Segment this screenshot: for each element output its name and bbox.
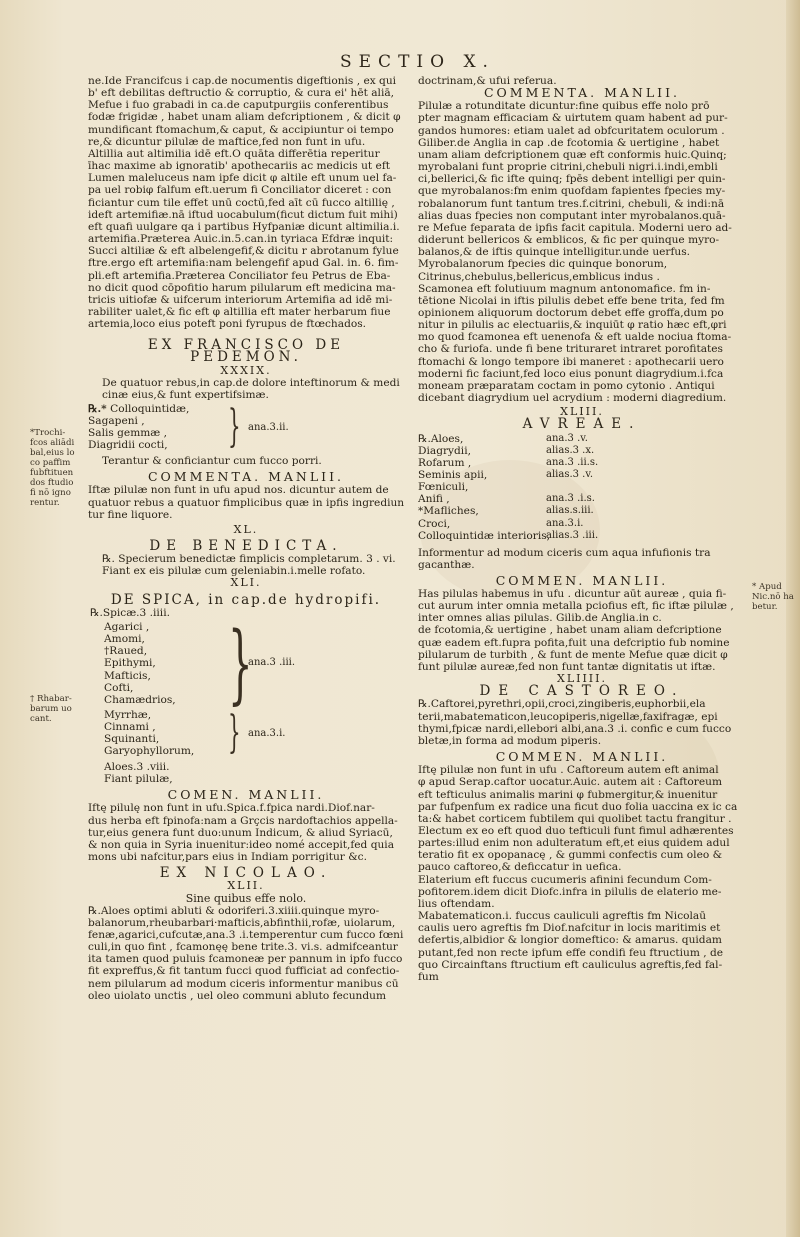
commentary-44 bbox=[418, 764, 746, 983]
text-line: no dicit quod cōpofitio harum pilularum eft medicina ma- bbox=[88, 281, 396, 294]
text-line: tricis uitiofæ & uifcerum interiorum Artemifia ad idē mi- bbox=[88, 293, 393, 306]
heading-44: DE CASTOREO. bbox=[479, 683, 685, 700]
right-column bbox=[418, 75, 746, 983]
text-line: ftre.ergo eft artemifia:nam belengefif apud Gal. in. 6. fim- bbox=[88, 257, 399, 270]
dose: ana.3 .ii.s. bbox=[546, 456, 599, 468]
numeral-42: XLII. bbox=[227, 879, 265, 893]
ingredient: Rofarum , bbox=[418, 456, 472, 469]
ingredient: Epithymi, bbox=[104, 657, 156, 670]
text-line: Lumen maleluceus nam ipfe dicit φ altile eft unum uel fa- bbox=[88, 172, 397, 185]
text-line: diderunt bellericos & emblicos, & fic per quinque myro- bbox=[418, 234, 720, 247]
text-line: opinionem aliquorum doctorum debet effe groffa,dum po bbox=[418, 306, 724, 319]
text-line: fodæ frigidæ , habet unam aliam defcriptionem , & dicit φ bbox=[88, 111, 401, 124]
intro-39 bbox=[88, 377, 404, 401]
text-line: ideft artemifiæ.nā iftud uocabulum(ficut dictum fuit mihi) bbox=[88, 208, 398, 221]
text-40 bbox=[88, 553, 404, 577]
text-line: par fufpenfum ex radice una ficut duo folia uaccina ex ic ca bbox=[418, 800, 738, 813]
text-line: pauco caftoreo,& deficcatur in uefica. bbox=[418, 861, 622, 874]
dose-41b: ana.3.i. bbox=[248, 727, 286, 739]
ingredient: Cinnami , bbox=[104, 721, 156, 734]
margin-note-rhabarbarum bbox=[30, 694, 86, 724]
text-line: que myrobalanos:fm enim quofdam fapientes fpecies my- bbox=[418, 185, 726, 198]
text-line: b' eft debilitas deftructio & corruptio, & cura ei' hēt aliā, bbox=[88, 87, 395, 100]
dose: alias.3 .x. bbox=[546, 444, 595, 456]
heading-41: DE SPICA, in cap.de hydropifi. bbox=[110, 591, 382, 608]
text-line: Electum ex eo eft quod duo tefticuli funt fimul adhærentes bbox=[418, 824, 734, 837]
commentary-39 bbox=[88, 484, 404, 520]
text-line: Succi altiliæ & eft albelengefif,& dicitu r abrotanum fylue bbox=[88, 245, 399, 258]
text-line: Elaterium eft fuccus cucumeris afinini fecundum Com- bbox=[418, 873, 712, 886]
text-line: Mefue i fuo grabadi in ca.de caputpurgiis conferentibus bbox=[88, 99, 389, 112]
text-line: re Mefue feparata de ipfis facit capitula. Moderni uero ad- bbox=[418, 221, 732, 234]
commentary-heading-42: COMMENTA. MANLII. bbox=[483, 85, 680, 101]
margin-note-line: Nic.nō ha bbox=[752, 592, 794, 602]
text-line: φ apud Serap.caftor uocatur.Auic. autem ait : Caftoreum bbox=[418, 776, 722, 789]
text-line: inter omnes alias pilulas. Gilib.de Anglia.in c. bbox=[418, 612, 662, 625]
text-line: tur,eius genera funt duo:unum Indicum, & aliud Syriacū, bbox=[88, 826, 393, 839]
text-line: pa uel robiφ falfum eft.uerum fi Conciliator diceret : con bbox=[88, 184, 392, 197]
recipe-39-item: Salis gemmæ , bbox=[88, 427, 167, 440]
text-line: eft quafi uulgare qa i partibus Hyfpaniæ dicunt altimilia.i. bbox=[88, 220, 400, 233]
commentary-43 bbox=[418, 588, 746, 673]
commentary-heading-39: COMMENTA. MANLII. bbox=[147, 469, 344, 485]
text-line: ftomachi & longo tempore ibi maneret : apothecarii uero bbox=[418, 355, 724, 368]
text-line: ℞.Aloes optimi abluti & odoriferi.3.xiiii.quinque myro- bbox=[88, 904, 380, 917]
text-line: ℞.Caftorei,pyrethri,opii,croci,zingiberis,euphorbii,ela bbox=[418, 698, 706, 711]
text-line: cut aurum inter omnia metalla pciofius eft, fic iftæ pilulæ , bbox=[418, 600, 734, 613]
text-line: balanos,& de iftis quinque intelligitur.unde uerfus. bbox=[418, 246, 691, 259]
margin-note-line: cant. bbox=[30, 714, 52, 724]
ingredient: ℞.Aloes, bbox=[418, 432, 464, 445]
text-line: thymi,fpicæ nardi,ellebori albi,ana.3 .i. confic e cum fucco bbox=[418, 722, 732, 735]
text-line: mundificant ftomachum,& caput, & accipiuntur oi tempo bbox=[88, 123, 394, 136]
brace: } bbox=[228, 706, 241, 758]
text-line: balanorum,rheubarbari·mafticis,abfinthii,rofæ, uiolarum, bbox=[88, 916, 396, 929]
text-line: gacanthæ. bbox=[418, 558, 475, 571]
dose-41a: ana.3 .iii. bbox=[248, 656, 296, 668]
ingredient: Aloes.3 .viii. bbox=[104, 760, 170, 773]
margin-note-line: dos ftudio bbox=[30, 478, 74, 488]
ingredient: Fœniculi, bbox=[418, 481, 469, 494]
text-line: pofitorem.idem dicit Diofc.infra in pilulis de elaterio me- bbox=[418, 885, 722, 898]
dose: ana.3 .i.s. bbox=[546, 493, 595, 505]
margin-note-line: *Trochi- bbox=[30, 428, 66, 438]
margin-note-line: co paffim bbox=[30, 458, 71, 468]
ingredient: Croci, bbox=[418, 517, 451, 530]
text-line: artemifia.Præterea Auic.in.5.can.in tyriaca Efdræ inquit: bbox=[88, 233, 394, 246]
numeral-41: XLI. bbox=[230, 576, 262, 590]
recipe-39 bbox=[88, 403, 404, 453]
margin-note-apud-nic bbox=[752, 582, 798, 612]
ingredient: Mafticis, bbox=[104, 669, 151, 682]
instruction-43 bbox=[418, 547, 746, 571]
margin-note-line: fubftituen bbox=[30, 468, 74, 478]
text-line: defertis,albidior & longior domeftico: & amarus. quidam bbox=[418, 934, 722, 947]
recipe-41-end bbox=[88, 761, 404, 785]
heading-43: AVREAE. bbox=[522, 416, 642, 433]
text-line: cinæ eius,& funt expertifsimæ. bbox=[102, 388, 269, 401]
text-line: artemia,loco eius poteft poni fyrupus de ftœchados. bbox=[88, 318, 367, 331]
dose: ana.3.i. bbox=[546, 517, 584, 529]
text-line: tētione Nicolai in iftis pilulis debet effe bene trita, fed fm bbox=[418, 294, 725, 307]
commentary-heading-41: COMEN. MANLII. bbox=[167, 787, 325, 803]
text-line: Altillia aut altimilia idē eft.O quāta differētia reperitur bbox=[88, 147, 380, 160]
dose: alias.3 .v. bbox=[546, 468, 593, 480]
margin-note-line: barum uo bbox=[30, 704, 72, 714]
ingredient: Myrrhæ, bbox=[104, 708, 152, 721]
text-line: īhac maxime ab ignoratib' apothecariis ac medicis ut eft bbox=[88, 160, 390, 173]
heading-nicolao: EX NICOLAO. bbox=[159, 865, 333, 882]
text-line: lius oftendam. bbox=[418, 897, 495, 910]
text-42 bbox=[88, 905, 404, 1002]
recipe-43-doses bbox=[546, 433, 598, 542]
recipe-43 bbox=[418, 433, 746, 545]
ingredient: Seminis apii, bbox=[418, 469, 488, 481]
margin-note-line: betur. bbox=[752, 602, 778, 612]
text-line: Myrobalanorum fpecies dic quinque bonorum, bbox=[418, 258, 668, 271]
text-line: eft tefticulus animalis marini φ fubmergitur,& inuenitur bbox=[418, 788, 718, 801]
recipe-39-rx: ℞.* Colloquintidæ, bbox=[88, 403, 190, 416]
margin-note-line: fi nō igno bbox=[30, 488, 71, 498]
running-head: SECTIO X. bbox=[340, 52, 495, 72]
text-line: funt pilulæ aureæ,fed non funt tantæ dignitatis ut iftæ. bbox=[418, 660, 716, 673]
dose: alias.s.iii. bbox=[546, 505, 594, 517]
text-line: dicebant diagrydium uel acrydium : moderni diagredium. bbox=[418, 392, 727, 405]
numeral-39: XXXIX. bbox=[220, 363, 272, 377]
ingredient: Squinanti, bbox=[104, 733, 160, 746]
text-line: putant,fed non recte ipfum effe condifi feu ftructium , de bbox=[418, 946, 724, 959]
text-line: gandos humores: etiam ualet ad obfcuritatem oculorum . bbox=[418, 124, 725, 137]
text-44 bbox=[418, 698, 746, 747]
ingredient: Anifi , bbox=[418, 493, 450, 506]
text-line: pli.eft artemifia.Præterea Conciliator feu Petrus de Eba- bbox=[88, 269, 391, 282]
text-line: myrobalani funt proprie citrini,chebuli nigri.i.indi,embli bbox=[418, 161, 718, 174]
ingredient: Fiant pilulæ, bbox=[104, 773, 173, 786]
text-line: dus herba eft fpinofa:nam a Grçcis nardoftachios appella- bbox=[88, 814, 398, 827]
ingredient: *Mafliches, bbox=[418, 505, 479, 518]
text-line: pilularum de turbith , & funt de mente Mefue quæ dicit φ bbox=[418, 648, 728, 661]
text-line: nitur in pilulis ac electuariis,& inquiūt φ ratio hæc eft,φri bbox=[418, 319, 727, 332]
text-line: re,& dicuntur pilulæ de maftice,fed non funt in ufu. bbox=[88, 135, 366, 148]
margin-note-line: bal,eius lo bbox=[30, 448, 75, 458]
text-line: ℞. Specierum benedictæ fimplicis completarum. 3 . vi. bbox=[102, 553, 396, 566]
dose: ana.3 .v. bbox=[546, 432, 588, 444]
text-line: caulis uero agreftis fm Diof.nafcitur in locis maritimis et bbox=[418, 922, 721, 935]
text-line: rabiliter ualet,& fic eft φ altillia eft mater herbarum fiue bbox=[88, 305, 391, 318]
margin-note-line: † Rhabar- bbox=[30, 694, 72, 704]
subtitle-42: Sine quibus effe nolo. bbox=[185, 891, 307, 905]
commentary-heading-44: COMMEN. MANLII. bbox=[495, 749, 669, 765]
text-line: terii,mabatematicon,leucopiperis,nigellæ,faxifragæ, epi bbox=[418, 710, 718, 723]
dose-39: ana.3.ii. bbox=[248, 422, 289, 434]
margin-note-line: * Apud bbox=[752, 582, 782, 592]
ingredient: Garyophyllorum, bbox=[104, 745, 195, 758]
commentary-heading-43: COMMEN. MANLII. bbox=[495, 572, 669, 588]
text-line: De quatuor rebus,in cap.de dolore inteftinorum & medi bbox=[102, 376, 400, 389]
margin-note-trochiscos bbox=[30, 428, 86, 508]
text-line: moderni fic faciunt,fed loco eius ponunt diagrydium.i.fca bbox=[418, 367, 724, 380]
text-line: Iftę pilulę non funt in ufu.Spica.f.fpica nardi.Diof.nar- bbox=[88, 802, 375, 815]
text-line: quæ eadem eft.fupra pofita,fuit una defcriptio fub nomine bbox=[418, 636, 730, 649]
text-line: ita tamen quod puluis fcamoneæ per pannum in ipfo fucco bbox=[88, 953, 403, 966]
text-line: bletæ,in forma ad modum piperis. bbox=[418, 734, 602, 747]
recipe-41b bbox=[88, 706, 404, 759]
text-line: ta:& habet corticem fubtilem qui quolibet tactu frangitur . bbox=[418, 812, 732, 825]
numeral-43: XLIII. bbox=[560, 405, 604, 419]
instruction-39: Terantur & conficiantur cum fucco porri. bbox=[102, 455, 322, 468]
commentary-41 bbox=[88, 802, 404, 863]
text-line: Scamonea eft folutiuum magnum antonomafice. fm in- bbox=[418, 282, 711, 295]
text-line: de fcotomia,& uertigine , habet unam aliam defcriptione bbox=[418, 624, 722, 637]
recipe-41a bbox=[88, 613, 404, 714]
text-line: Citrinus,chebulus,bellericus,emblicus indus . bbox=[418, 270, 660, 283]
left-column bbox=[88, 75, 404, 1002]
text-line: mo quod fcamonea eft uenenofa & eft ualde nociua ftoma- bbox=[418, 331, 732, 344]
text-line: fit expreffus,& fit tantum fucci quod fufficiat ad confectio- bbox=[88, 965, 400, 978]
ingredient: Agarici , bbox=[104, 620, 150, 633]
ingredient: Chamædrios, bbox=[104, 693, 176, 706]
brace: } bbox=[228, 613, 253, 714]
text-line: alias duas fpecies non computant inter myrobalanos.quā- bbox=[418, 209, 726, 222]
heading-40: DE BENEDICTA. bbox=[149, 538, 343, 554]
text-line: nem pilularum ad modum ciceris informentur manibus cū bbox=[88, 977, 399, 990]
text-line: Giliber.de Anglia in cap .de fcotomia & uertigine , habet bbox=[418, 136, 720, 149]
recipe-39-item: Sagapeni , bbox=[88, 415, 145, 428]
dose: alias.3 .iii. bbox=[546, 529, 599, 541]
margin-note-line: fcos aliādi bbox=[30, 438, 75, 448]
text-line: tur fine liquore. bbox=[88, 508, 173, 521]
text-line: Fiant ex eis pilulæ cum geleniabin.i.melle rofato. bbox=[102, 565, 366, 578]
numeral-40: XL. bbox=[233, 522, 259, 536]
ingredient: Amomi, bbox=[104, 633, 145, 646]
text-line: cho & furiofa. unde fi bene trituraret intraret porofitates bbox=[418, 343, 723, 356]
heading-pedemon: EX FRANCISCO DE PEDEMON. bbox=[147, 337, 345, 366]
text-line: ne.Ide Francifcus i cap.de nocumentis digeftionis , ex qui bbox=[88, 75, 397, 87]
text-line: ci,bellerici,& fic ifte quinq; fpēs debent intelligi per quin- bbox=[418, 173, 726, 186]
left-text-block bbox=[88, 75, 404, 330]
numeral-44: XLIIII. bbox=[556, 672, 607, 686]
margin-note-line: rentur. bbox=[30, 498, 60, 508]
text-line: fenæ,agarici,cufcutæ,ana.3 .i.temperentur cum fucco fœni bbox=[88, 928, 404, 941]
text-line: pter magnam efficaciam & uirtutem quam habent ad pur- bbox=[418, 112, 728, 125]
recipe-39-item: Diagridii cocti, bbox=[88, 439, 168, 452]
text-line: quatuor rebus a quatuor fimplicibus quæ in ipfis ingrediun bbox=[88, 496, 404, 509]
right-text-block bbox=[418, 100, 746, 404]
text-line: Iftę pilulæ non funt in ufu . Caftoreum autem eft animal bbox=[418, 764, 719, 777]
text-line: & non quia in Syria inuenitur:ideo nomé accepit,fed quia bbox=[88, 838, 395, 851]
ingredient: Diagrydii, bbox=[418, 444, 471, 457]
text-line: Pilulæ a rotunditate dicuntur:fine quibus effe nolo prō bbox=[418, 100, 710, 113]
text-line: ficiantur cum tile effet unū coctū,fed aīt cū fucco altillię , bbox=[88, 196, 395, 209]
text-line: quo Circainftans ftructium eft cauliculus agreftis,fed fal- bbox=[418, 958, 723, 971]
text-line: Has pilulas habemus in ufu . dicuntur aūt aureæ , quia fi- bbox=[418, 588, 727, 600]
page-edge bbox=[786, 0, 800, 1237]
ingredient: Colloquintidæ interioris, bbox=[418, 529, 551, 542]
text-line: partes:illud enim non adulteratum eft,et eius quidem adul bbox=[418, 837, 730, 850]
text-line: oleo uiolato unctis , uel oleo communi abluto fecundum bbox=[88, 989, 387, 1002]
text-line: moneam præparatam coctam in pomo cytonio . Antiqui bbox=[418, 379, 715, 392]
text-line: unam aliam defcriptionem quæ eft conformis huic.Quinq; bbox=[418, 148, 727, 161]
text-line: teratio fit ex opopanacę , & gummi confectis cum oleo & bbox=[418, 849, 723, 862]
recipe-41b-list bbox=[88, 706, 404, 758]
text-line: Informentur ad modum ciceris cum aqua infufionis tra bbox=[418, 546, 711, 559]
text-line: mons ubi nafcitur,pars eius in Indiam porrigitur &c. bbox=[88, 851, 367, 864]
brace: } bbox=[228, 401, 241, 453]
right-top-line: doctrinam,& ufui referua. bbox=[418, 75, 557, 87]
recipe-41-first: ℞.Spicæ.3 .iiii. bbox=[90, 606, 170, 619]
text-line: culi,in quo fint , fcamonęę bene trite.3. vi.s. admifceantur bbox=[88, 941, 398, 954]
ingredient: †Raued, bbox=[104, 645, 148, 658]
text-line: Mabatematicon.i. fuccus cauliculi agreftis fm Nicolaū bbox=[418, 910, 707, 923]
text-line: Iftæ pilulæ non funt in ufu apud nos. dicuntur autem de bbox=[88, 484, 389, 497]
ingredient: Cofti, bbox=[104, 681, 134, 694]
dose bbox=[546, 481, 598, 493]
text-line: robalanorum funt tantum tres.f.citrini, chebuli, & indi:nā bbox=[418, 197, 725, 210]
text-line: fum bbox=[418, 970, 439, 983]
